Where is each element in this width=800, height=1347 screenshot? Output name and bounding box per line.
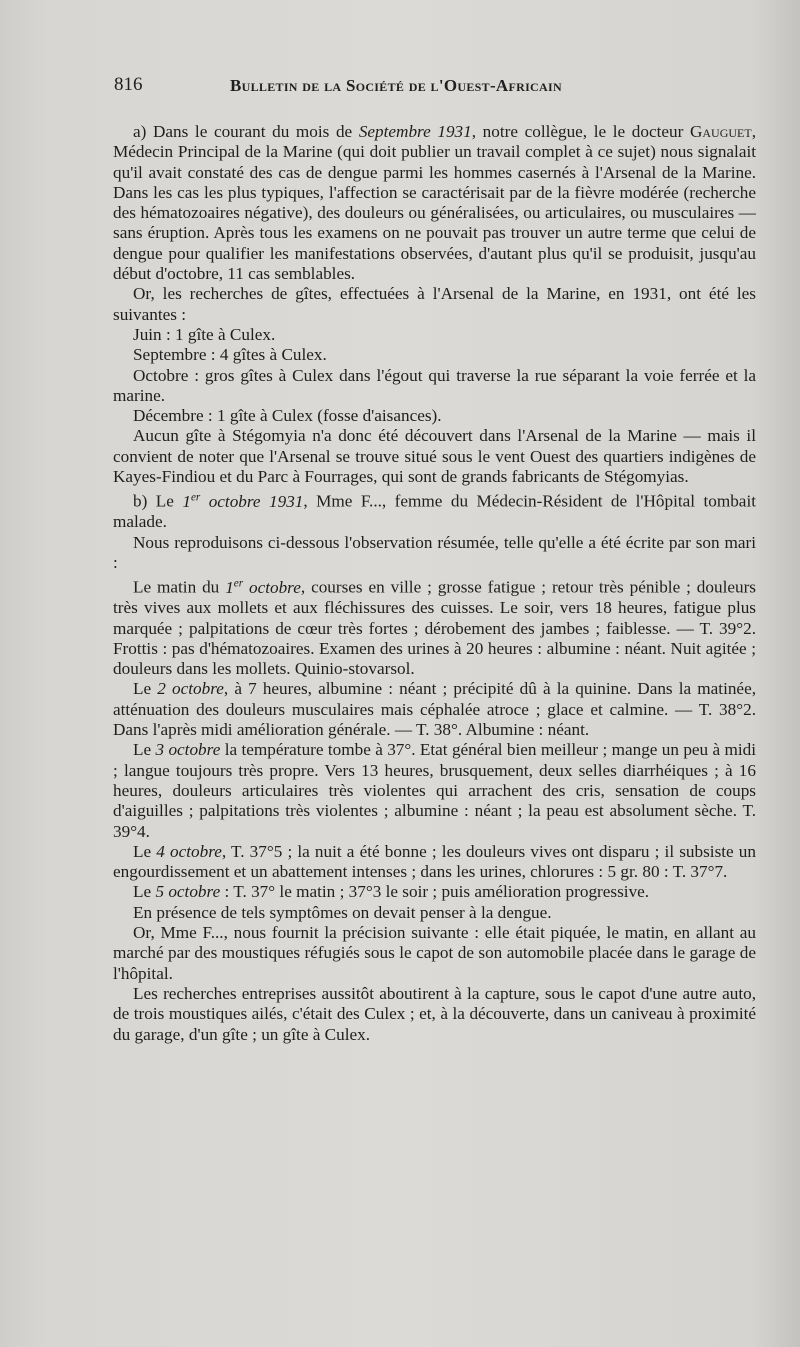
paragraph-gites-intro: Or, les recherches de gîtes, effectuées à l'Arsenal de la Marine, en 1931, ont été les suivantes : (113, 284, 756, 324)
paragraph-recherches: Les recherches entreprises aussitôt aboutirent à la capture, sous le capot d'une autre auto, de trois moustiques ailés, c'était des Culex ; et, à la découverte, dans un caniveau à proximité du garage, d'un gîte ; un gîte à Culex. (113, 983, 756, 1044)
paragraph-dengue: En présence de tels symptômes on devait penser à la dengue. (133, 902, 552, 922)
page-number: 816 (114, 74, 143, 95)
page-header (114, 74, 789, 104)
paragraph-precision: Or, Mme F..., nous fournit la précision suivante : elle était piquée, le matin, en allant au marché par des moustiques réfugiés sous le capot de son automobile placée dans le garage de l'hôpital. (113, 923, 756, 983)
paragraph-b: b) Le 1er octobre 1931, Mme F..., femme du Médecin-Résident de l'Hôpital tombait malade. (113, 491, 756, 532)
article-body (113, 122, 756, 1045)
paragraph-day-3: Le 3 octobre la température tombe à 37°. Etat général bien meilleur ; mange un peu à midi ; langue toujours très propre. Vers 13 heures, brusquement, deux selles diarrhéiques ; à 16 heures, douleurs articulaires très violentes qui arrachent des cris, sensation de coups d'aiguilles ; palpitations très violentes ; albumine : néant ; la peau est absolument sèche. T. 39°4. (113, 740, 756, 841)
paragraph-a: a) Dans le courant du mois de Septembre 1931, notre collègue, le le docteur Gauguet, Médecin Principal de la Marine (qui doit publier un travail complet à ce sujet) nous signalait qu'il avait constaté des cas de dengue parmi les hommes casernés à l'Arsenal de la Marine. Dans les cas les plus typiques, l'affection se caractérisait par de la fièvre modérée (recherche des hématozoaires négative), des douleurs ou généralisées, ou articulaires, ou musculaires — sans éruption. Après tous les examens on ne pouvait pas trouver un autre terme que celui de dengue pour qualifier les manifestations observées, d'autant plus qu'il se produisit, jusqu'au début d'octobre, 11 cas semblables. (113, 122, 756, 284)
paragraph-day-5: Le 5 octobre : T. 37° le matin ; 37°3 le soir ; puis amélioration progressive. (133, 882, 650, 902)
paragraph-stegomyia: Aucun gîte à Stégomyia n'a donc été découvert dans l'Arsenal de la Marine — mais il convient de noter que l'Arsenal se trouve situé sous le vent Ouest des quartiers indigènes de Kayes-Findiou et du Parc à Fourrages, qui sont de grands fabricants de Stégomyias. (113, 426, 756, 487)
author-name: Gauguet (689, 122, 752, 141)
paragraph-observation-intro: Nous reproduisons ci-dessous l'observation résumée, telle qu'elle a été écrite par son mari : (113, 532, 756, 572)
paragraph-septembre: Septembre : 4 gîtes à Culex. (133, 345, 327, 365)
paragraph-octobre: Octobre : gros gîtes à Culex dans l'égout qui traverse la rue séparant la voie ferrée et la marine. (113, 365, 756, 405)
paragraph-day-4: Le 4 octobre, T. 37°5 ; la nuit a été bonne ; les douleurs vives ont disparu ; il subsiste un engourdissement et un abattement intenses ; dans les urines, chlorures : 5 gr. 80 : T. 37°7. (113, 841, 756, 882)
paragraph-day-2: Le 2 octobre, à 7 heures, albumine : néant ; précipité dû à la quinine. Dans la matinée, atténuation des douleurs musculaires mais céphalée atroce ; glace et calmine. — T. 38°2. Dans l'après midi amélioration générale. — T. 38°. Albumine : néant. (113, 679, 756, 740)
paragraph-decembre: Décembre : 1 gîte à Culex (fosse d'aisances). (133, 406, 442, 426)
paragraph-day-1: Le matin du 1er octobre, courses en ville ; grosse fatigue ; retour très pénible ; douleurs très vives aux mollets et aux fléchissures des cuisses. Le soir, vers 18 heures, fatigue plus marquée ; palpitations de cœur très fortes ; dérobement des jambes ; faiblesse. — T. 39°2. Frottis : pas d'hématozoaires. Examen des urines à 20 heures : albumine : néant. Nuit agitée ; douleurs dans les mollets. Quinio-stovarsol. (113, 577, 756, 679)
paragraph-juin: Juin : 1 gîte à Culex. (133, 324, 276, 344)
running-head: Bulletin de la Société de l'Ouest-Africain (230, 76, 562, 95)
